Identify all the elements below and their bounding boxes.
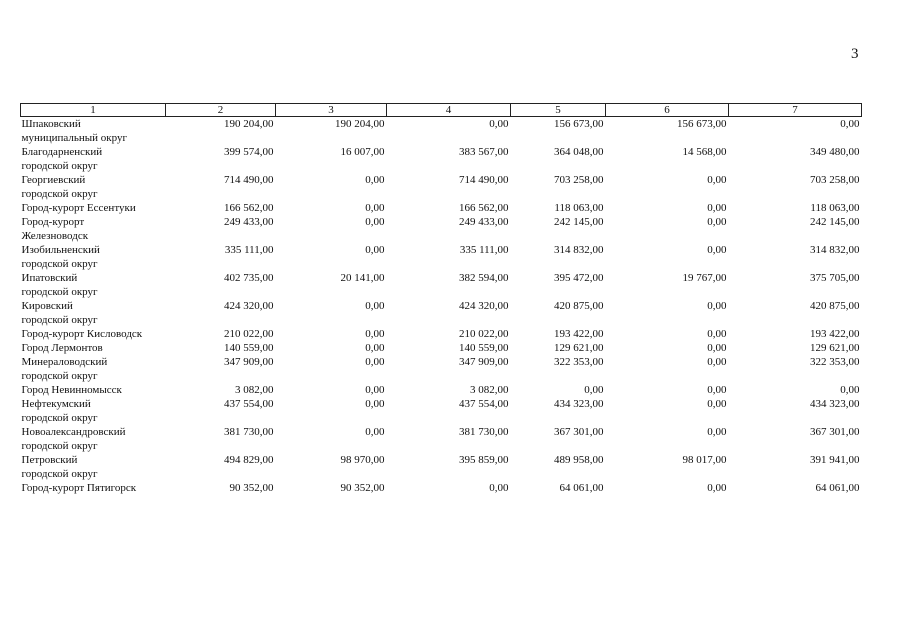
value-cell-col-3: 20 141,00: [340, 272, 385, 284]
municipality-name-line: городской округ: [21, 440, 98, 452]
value-cell-col-6: 19 767,00: [682, 272, 727, 284]
value-cell-col-5: 156 673,00: [554, 118, 604, 130]
value-cell-col-5: 118 063,00: [554, 202, 604, 214]
column-header-5: 5: [511, 104, 606, 117]
municipality-name-line: Нефтекумский: [21, 398, 91, 410]
municipality-name-line: муниципальный округ: [21, 132, 128, 144]
value-cell-col-3: 0,00: [365, 398, 385, 410]
value-cell-col-4: 335 111,00: [459, 244, 509, 256]
municipality-name: [21, 145, 166, 173]
value-cell-col-6: 0,00: [707, 202, 727, 214]
table-row: [21, 201, 862, 215]
value-cell-col-2: 381 730,00: [224, 426, 274, 438]
value-cell-col-4: 249 433,00: [459, 216, 509, 228]
value-cell-col-5: 64 061,00: [559, 482, 604, 494]
value-cell-col-3: 0,00: [365, 216, 385, 228]
table-row: [21, 383, 862, 397]
municipality-name: [21, 299, 166, 327]
value-cell-col-5: 420 875,00: [554, 300, 604, 312]
table-row: [21, 271, 862, 299]
municipality-name: [21, 173, 166, 201]
value-cell-col-7: 420 875,00: [810, 300, 860, 312]
value-cell-col-3: 0,00: [365, 356, 385, 368]
value-cell-col-2: 210 022,00: [224, 328, 274, 340]
value-cell-col-6: 0,00: [707, 300, 727, 312]
value-cell-col-7: 242 145,00: [810, 216, 860, 228]
value-cell-col-7: 375 705,00: [810, 272, 860, 284]
value-cell-col-4: 437 554,00: [459, 398, 509, 410]
municipality-name-line: городской округ: [21, 258, 98, 270]
value-cell-col-6: 0,00: [707, 398, 727, 410]
value-cell-col-4: 210 022,00: [459, 328, 509, 340]
value-cell-col-4: 382 594,00: [459, 272, 509, 284]
municipality-name-line: Кировский: [21, 300, 73, 312]
value-cell-col-7: 0,00: [840, 118, 860, 130]
value-cell-col-7: 322 353,00: [810, 356, 860, 368]
value-cell-col-6: 0,00: [707, 426, 727, 438]
value-cell-col-7: 64 061,00: [815, 482, 860, 494]
municipality-name-line: Новоалександровский: [21, 426, 126, 438]
value-cell-col-2: 3 082,00: [235, 384, 274, 396]
value-cell-col-2: 437 554,00: [224, 398, 274, 410]
table-row: [21, 453, 862, 481]
value-cell-col-2: 166 562,00: [224, 202, 274, 214]
municipality-name: [21, 271, 166, 299]
value-cell-col-5: 367 301,00: [554, 426, 604, 438]
municipality-name-line: Благодарненский: [21, 146, 103, 158]
value-cell-col-7: 193 422,00: [810, 328, 860, 340]
value-cell-col-5: 489 958,00: [554, 454, 604, 466]
municipality-name-line: Железноводск: [21, 230, 89, 242]
value-cell-col-2: 190 204,00: [224, 118, 274, 130]
value-cell-col-4: 395 859,00: [459, 454, 509, 466]
value-cell-col-5: 395 472,00: [554, 272, 604, 284]
value-cell-col-5: 322 353,00: [554, 356, 604, 368]
municipality-name-line: городской округ: [21, 188, 98, 200]
value-cell-col-6: 0,00: [707, 216, 727, 228]
value-cell-col-6: 98 017,00: [682, 454, 727, 466]
column-header-3: 3: [276, 104, 387, 117]
municipality-name-line: городской округ: [21, 314, 98, 326]
municipality-name: [21, 383, 166, 397]
value-cell-col-5: 314 832,00: [554, 244, 604, 256]
value-cell-col-3: 0,00: [365, 300, 385, 312]
value-cell-col-2: 140 559,00: [224, 342, 274, 354]
table-row: [21, 327, 862, 341]
municipality-name-line: городской округ: [21, 160, 98, 172]
value-cell-col-3: 0,00: [365, 342, 385, 354]
table-row: [21, 215, 862, 243]
column-header-2: 2: [166, 104, 276, 117]
value-cell-col-7: 314 832,00: [810, 244, 860, 256]
value-cell-col-6: 14 568,00: [682, 146, 727, 158]
value-cell-col-4: 140 559,00: [459, 342, 509, 354]
table-row: [21, 481, 862, 495]
value-cell-col-4: 714 490,00: [459, 174, 509, 186]
table-body: [21, 117, 862, 496]
municipality-name-line: городской округ: [21, 370, 98, 382]
page-number: 3: [851, 46, 859, 62]
municipality-name-line: Минераловодский: [21, 356, 108, 368]
value-cell-col-7: 129 621,00: [810, 342, 860, 354]
table-row: [21, 243, 862, 271]
value-cell-col-2: 424 320,00: [224, 300, 274, 312]
value-cell-col-5: 0,00: [584, 384, 604, 396]
value-cell-col-3: 16 007,00: [340, 146, 385, 158]
municipality-name-line: Город Невинномысск: [21, 384, 122, 396]
value-cell-col-3: 0,00: [365, 174, 385, 186]
column-header-7: 7: [729, 104, 862, 117]
municipality-name: [21, 425, 166, 453]
value-cell-col-7: 118 063,00: [810, 202, 860, 214]
municipality-name-line: Ипатовский: [21, 272, 78, 284]
table-row: [21, 425, 862, 453]
value-cell-col-5: 242 145,00: [554, 216, 604, 228]
municipality-name-line: Изобильненский: [21, 244, 100, 256]
value-cell-col-3: 90 352,00: [340, 482, 385, 494]
municipality-name: [21, 355, 166, 383]
budget-table: [20, 103, 862, 495]
value-cell-col-6: 0,00: [707, 482, 727, 494]
header-row: [21, 104, 862, 117]
value-cell-col-6: 0,00: [707, 384, 727, 396]
column-header-1: 1: [21, 104, 166, 117]
municipality-name: [21, 453, 166, 481]
value-cell-col-5: 364 048,00: [554, 146, 604, 158]
table-header: [21, 104, 862, 117]
value-cell-col-7: 703 258,00: [810, 174, 860, 186]
value-cell-col-5: 703 258,00: [554, 174, 604, 186]
value-cell-col-5: 129 621,00: [554, 342, 604, 354]
value-cell-col-4: 381 730,00: [459, 426, 509, 438]
value-cell-col-6: 0,00: [707, 342, 727, 354]
municipality-name: [21, 327, 166, 341]
value-cell-col-3: 0,00: [365, 202, 385, 214]
municipality-name: [21, 215, 166, 243]
column-header-6: 6: [606, 104, 729, 117]
municipality-name-line: Город Лермонтов: [21, 342, 103, 354]
municipality-name: [21, 481, 166, 495]
table-row: [21, 173, 862, 201]
municipality-name: [21, 201, 166, 215]
value-cell-col-3: 0,00: [365, 328, 385, 340]
municipality-name: [21, 397, 166, 425]
table-row: [21, 341, 862, 355]
municipality-name-line: городской округ: [21, 468, 98, 480]
value-cell-col-3: 190 204,00: [335, 118, 385, 130]
municipality-name-line: Город-курорт Кисловодск: [21, 328, 143, 340]
value-cell-col-4: 424 320,00: [459, 300, 509, 312]
value-cell-col-4: 347 909,00: [459, 356, 509, 368]
municipality-name-line: Петровский: [21, 454, 78, 466]
table-row: [21, 117, 862, 146]
municipality-name-line: Шпаковский: [21, 118, 81, 130]
value-cell-col-2: 249 433,00: [224, 216, 274, 228]
value-cell-col-7: 367 301,00: [810, 426, 860, 438]
value-cell-col-7: 349 480,00: [810, 146, 860, 158]
value-cell-col-2: 399 574,00: [224, 146, 274, 158]
value-cell-col-7: 391 941,00: [810, 454, 860, 466]
municipality-name-line: городской округ: [21, 286, 98, 298]
value-cell-col-4: 0,00: [489, 118, 509, 130]
value-cell-col-5: 193 422,00: [554, 328, 604, 340]
municipality-name: [21, 243, 166, 271]
value-cell-col-2: 402 735,00: [224, 272, 274, 284]
municipality-name: [21, 117, 166, 146]
value-cell-col-6: 0,00: [707, 174, 727, 186]
value-cell-col-2: 347 909,00: [224, 356, 274, 368]
value-cell-col-6: 0,00: [707, 244, 727, 256]
value-cell-col-3: 98 970,00: [340, 454, 385, 466]
value-cell-col-2: 714 490,00: [224, 174, 274, 186]
value-cell-col-7: 434 323,00: [810, 398, 860, 410]
value-cell-col-4: 383 567,00: [459, 146, 509, 158]
table-row: [21, 355, 862, 383]
value-cell-col-7: 0,00: [840, 384, 860, 396]
table-row: [21, 145, 862, 173]
municipality-name-line: Георгиевский: [21, 174, 86, 186]
value-cell-col-6: 0,00: [707, 356, 727, 368]
value-cell-col-4: 3 082,00: [470, 384, 509, 396]
table-row: [21, 397, 862, 425]
municipality-name-line: городской округ: [21, 412, 98, 424]
value-cell-col-5: 434 323,00: [554, 398, 604, 410]
municipality-name-line: Город-курорт Пятигорск: [21, 482, 137, 494]
value-cell-col-3: 0,00: [365, 244, 385, 256]
value-cell-col-4: 0,00: [489, 482, 509, 494]
value-cell-col-6: 0,00: [707, 328, 727, 340]
value-cell-col-2: 494 829,00: [224, 454, 274, 466]
municipality-name: [21, 341, 166, 355]
value-cell-col-2: 335 111,00: [224, 244, 274, 256]
column-header-4: 4: [387, 104, 511, 117]
value-cell-col-2: 90 352,00: [229, 482, 274, 494]
value-cell-col-3: 0,00: [365, 384, 385, 396]
value-cell-col-3: 0,00: [365, 426, 385, 438]
municipality-name-line: Город-курорт: [21, 216, 85, 228]
municipality-name-line: Город-курорт Ессентуки: [21, 202, 136, 214]
value-cell-col-4: 166 562,00: [459, 202, 509, 214]
table-row: [21, 299, 862, 327]
value-cell-col-6: 156 673,00: [677, 118, 727, 130]
